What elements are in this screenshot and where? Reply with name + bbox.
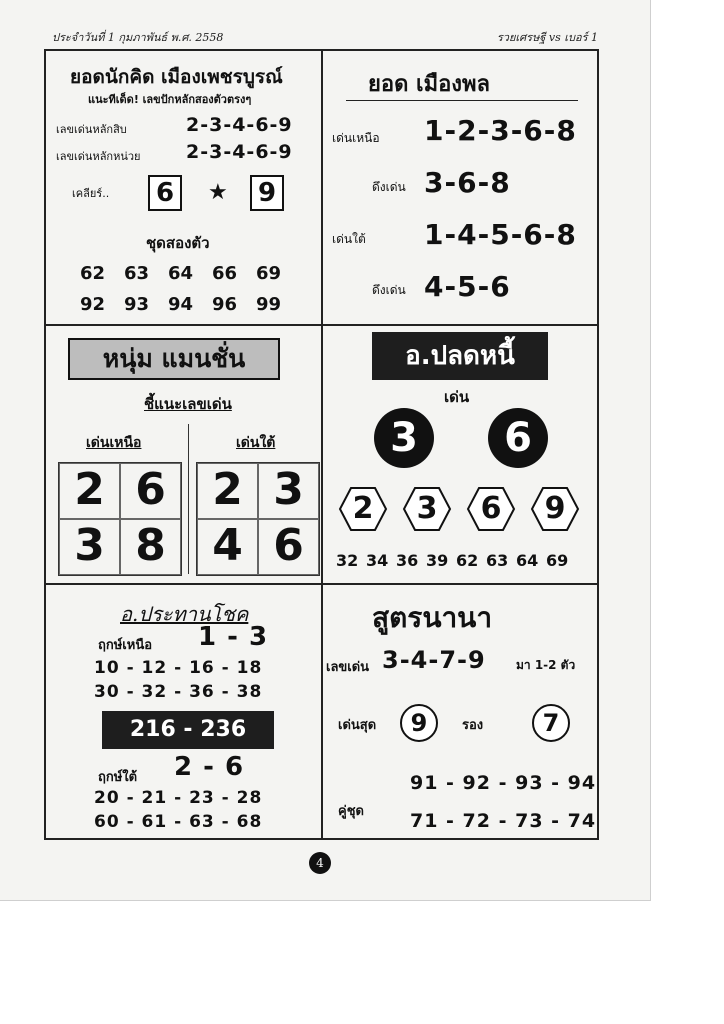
set-number: 93: [124, 294, 150, 315]
set-number: 92: [80, 294, 106, 315]
q1-title: ยอดนักคิด เมืองเพชรบูรณ์: [70, 66, 283, 88]
q6-pair-row1: 91 - 92 - 93 - 94: [410, 772, 597, 794]
q5-south-row2: 60 - 61 - 63 - 68: [94, 812, 263, 832]
q1-row1-value: 2-3-4-6-9: [186, 114, 293, 136]
q6-main-suffix: มา 1-2 ตัว: [516, 658, 576, 672]
page-number: 4: [309, 852, 331, 874]
q2-south-label: เด่นใต้: [332, 232, 366, 246]
digit-cell: 3: [258, 463, 319, 519]
q1-row2-value: 2-3-4-6-9: [186, 141, 293, 163]
q4-hex-digit: 3: [416, 491, 438, 526]
q4-hex-digit: 6: [480, 491, 502, 526]
q2-south-value: 1-4-5-6-8: [424, 218, 577, 251]
set-number: 99: [256, 294, 282, 315]
star-icon: ★: [208, 180, 228, 205]
q4-title: อ.ปลดหนี้: [372, 332, 548, 380]
set-number: 69: [256, 263, 282, 284]
q1-set-label: ชุดสองตัว: [146, 234, 210, 252]
q3-south-label: เด่นใต้: [236, 435, 276, 451]
q6-next-label: รอง: [462, 718, 484, 733]
q5-title: อ.ประทานโชค: [120, 602, 249, 626]
q5-north-value: 1 - 3: [198, 622, 269, 652]
q1-row1-label: เลขเด่นหลักสิบ: [56, 123, 127, 136]
q6-pair-row2: 71 - 72 - 73 - 74: [410, 810, 597, 832]
q3-subtitle: ชี้แนะเลขเด่น: [144, 395, 232, 413]
q6-next-value: 7: [532, 704, 570, 742]
q2-pull1-label: ดึงเด่น: [372, 180, 406, 194]
q5-north-row1: 10 - 12 - 16 - 18: [94, 658, 263, 678]
q5-banner: 216 - 236: [102, 711, 274, 749]
set-number: 64: [168, 263, 194, 284]
row-divider-1: [44, 324, 599, 326]
q6-best-value: 9: [400, 704, 438, 742]
digit-cell: 2: [59, 463, 120, 519]
q1-set-row1: [80, 263, 300, 284]
header-brand: รวยเศรษฐี vs เบอร์ 1: [496, 31, 598, 44]
q2-title: ยอด เมืองพล: [368, 72, 491, 97]
q5-south-label: ฤกษ์ใต้: [98, 770, 138, 785]
digit-cell: 6: [120, 463, 181, 519]
q1-clear-label: เคลียร์..: [72, 187, 110, 200]
set-number: 96: [212, 294, 238, 315]
q3-title: หนุ่ม แมนชั่น: [68, 338, 280, 380]
q2-pull2-label: ดึงเด่น: [372, 283, 406, 297]
q4-numbers: [336, 551, 576, 570]
digit-cell: 6: [258, 519, 319, 575]
q4-number: 34: [366, 551, 389, 570]
q2-pull2-value: 4-5-6: [424, 270, 511, 303]
header-date: ประจำวันที่ 1 กุมภาพันธ์ พ.ศ. 2558: [52, 31, 224, 44]
hexagon-icon: [530, 486, 580, 532]
q4-number: 63: [486, 551, 509, 570]
q1-set-row2: [80, 294, 300, 315]
digit-cell: 3: [59, 519, 120, 575]
digit-cell: 4: [197, 519, 258, 575]
q3-col-divider: [188, 424, 189, 574]
center-divider: [321, 49, 323, 840]
q4-number: 69: [546, 551, 569, 570]
digit-cell: 2: [197, 463, 258, 519]
digit-cell: 8: [120, 519, 181, 575]
q2-north-label: เด่นเหนือ: [332, 131, 380, 145]
set-number: 63: [124, 263, 150, 284]
q6-best-label: เด่นสุด: [338, 718, 377, 733]
set-number: 94: [168, 294, 194, 315]
q2-title-rule: [346, 100, 578, 101]
q4-hex-digit: 2: [352, 491, 374, 526]
q5-south-value: 2 - 6: [174, 752, 245, 782]
q6-main-value: 3-4-7-9: [382, 646, 486, 674]
q4-number: 62: [456, 551, 479, 570]
q5-north-label: ฤกษ์เหนือ: [98, 638, 153, 653]
q4-number: 64: [516, 551, 539, 570]
q1-row2-label: เลขเด่นหลักหน่วย: [56, 150, 141, 163]
q3-north-grid: [58, 462, 182, 576]
q2-pull1-value: 3-6-8: [424, 166, 511, 199]
q5-south-row1: 20 - 21 - 23 - 28: [94, 788, 263, 808]
q3-south-grid: [196, 462, 320, 576]
q3-north-label: เด่นเหนือ: [86, 435, 142, 451]
q1-subtitle: แนะทีเด็ด! เลขปักหลักสองตัวตรงๆ: [88, 93, 252, 106]
q5-north-row2: 30 - 32 - 36 - 38: [94, 682, 263, 702]
set-number: 66: [212, 263, 238, 284]
q4-number: 36: [396, 551, 419, 570]
q4-big-digit: 6: [488, 408, 548, 468]
q4-big-digit: 3: [374, 408, 434, 468]
hexagon-icon: [338, 486, 388, 532]
q4-number: 32: [336, 551, 359, 570]
set-number: 62: [80, 263, 106, 284]
hexagon-icon: [466, 486, 516, 532]
q1-clear-left: 6: [148, 175, 182, 211]
q1-clear-right: 9: [250, 175, 284, 211]
q4-hex-digit: 9: [544, 491, 566, 526]
q4-number: 39: [426, 551, 449, 570]
q2-north-value: 1-2-3-6-8: [424, 114, 577, 147]
q6-main-label: เลขเด่น: [326, 660, 370, 675]
row-divider-2: [44, 583, 599, 585]
hexagon-icon: [402, 486, 452, 532]
q4-label: เด่น: [444, 388, 470, 406]
q6-pair-label: คู่ชุด: [338, 804, 364, 819]
q6-title: สูตรนานา: [372, 601, 493, 634]
